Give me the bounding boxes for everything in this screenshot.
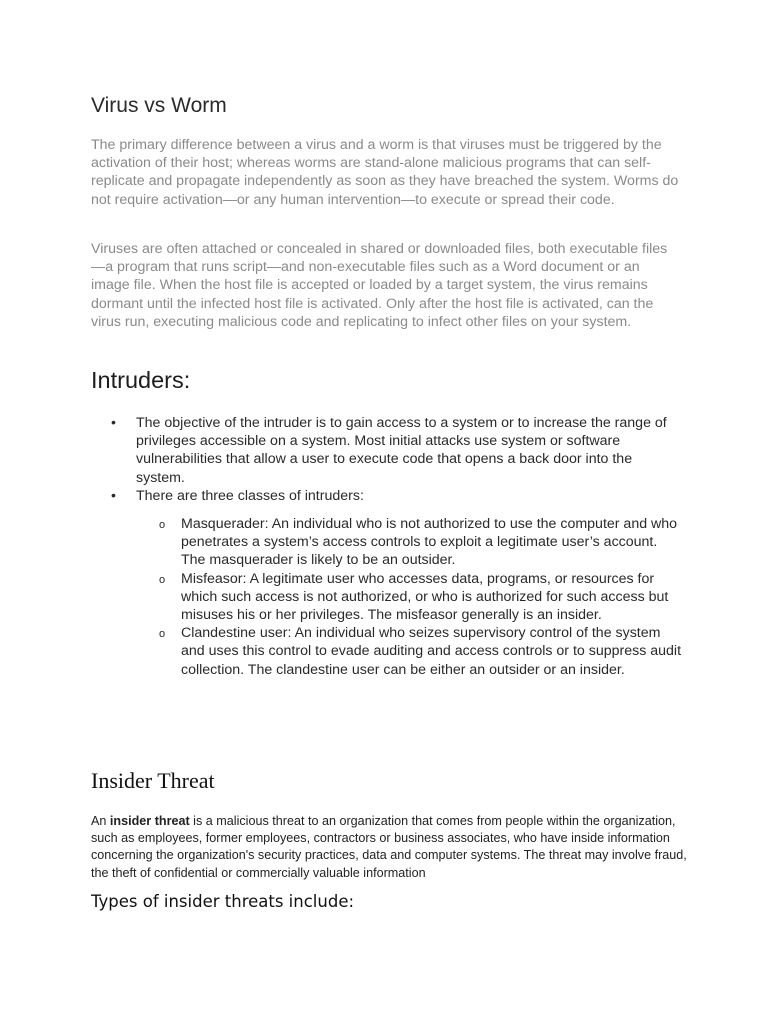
intruder-classes-intro-text: There are three classes of intruders: [136,487,364,504]
virus-worm-difference-paragraph: The primary difference between a virus and a worm is that viruses must be triggered by the activation of their host; whereas worms are stand-alone malicious programs that can self-replicate and propagate independently as soon as they have breached the system. Worms do not require activation—or any human intervention—to execute or spread their code. [91,137,679,208]
intruders-bullet-list [91,414,691,679]
types-of-insider-threats-heading: Types of insider threats include: [91,892,355,911]
list-item [91,487,681,679]
virus-attachment-paragraph: Viruses are often attached or concealed in shared or downloaded files, both executable files—a program that runs script—and non-executable files such as a Word document or an image file. When the host file is accepted or loaded by a target system, the virus remains dormant until the infected host file is activated. Only after the host file is activated, can the virus run, executing malicious code and replicating to infect other files on your system. [91,241,668,330]
list-item [136,624,681,679]
insider-threat-term: insider threat [109,814,190,828]
virus-vs-worm-heading: Virus vs Worm [91,94,227,117]
list-item [136,570,681,625]
insider-threat-heading: Insider Threat [91,768,215,793]
list-item [91,414,681,487]
intruder-classes-list [136,515,681,679]
insider-threat-paragraph [91,813,691,882]
misfeasor-text: Misfeasor: A legitimate user who accesses data, programs, or resources for which such access is not authorized, or who is authorized for such access but misuses his or her privileges. The misfeasor generally is an insider. [181,570,669,624]
intruder-objective-text: The objective of the intruder is to gain access to a system or to increase the range of privileges accessible on a system. Most initial attacks use system or software vulnerabilities that allow a user to execute code that opens a back door into the system. [136,415,667,486]
insider-intro-rest: is a malicious threat to an organization that comes from people within the organization, such as employees, former employees, contractors or business associates, who have inside information concerning the organization's security practices, data and computer systems. The threat may involve fraud, the theft of confidential or commercially valuable information [91,814,687,880]
clandestine-user-text: Clandestine user: An individual who seizes supervisory control of the system and uses this control to evade auditing and access controls or to suppress audit collection. The clandestine user can be either an outsider or an insider. [181,625,682,678]
list-item [136,515,681,570]
intruders-heading: Intruders: [91,367,191,393]
masquerader-text: Masquerader: An individual who is not authorized to use the computer and who penetrates a system’s access controls to exploit a legitimate user’s account. The masquerader is likely to be an outsider. [181,516,678,569]
insider-intro-prefix: An [91,814,110,828]
